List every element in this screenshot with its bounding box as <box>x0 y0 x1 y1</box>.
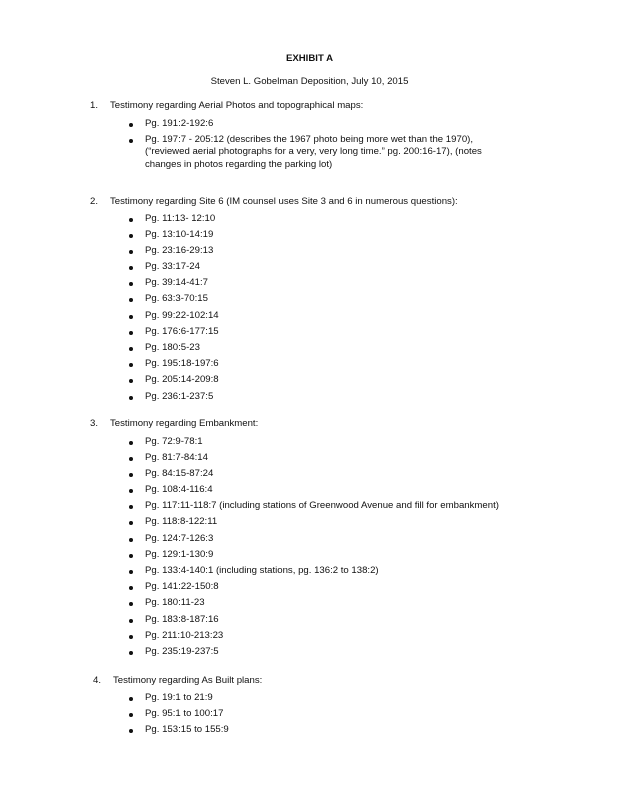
section-heading <box>90 196 590 208</box>
section-heading <box>93 675 593 687</box>
section-site-6 <box>90 196 590 407</box>
section-heading-text: Testimony regarding Site 6 (IM counsel uses Site 3 and 6 in numerous questions): <box>110 196 458 207</box>
list-item: Pg. 195:18-197:6 <box>129 358 590 374</box>
exhibit-title: EXHIBIT A <box>285 53 334 64</box>
bullet-icon <box>129 697 133 701</box>
bullet-list <box>129 436 590 663</box>
list-item: Pg. 191:2-192:6 <box>129 118 590 134</box>
list-item: Pg. 39:14-41:7 <box>129 277 590 293</box>
bullet-icon <box>129 266 133 270</box>
bullet-icon <box>129 651 133 655</box>
bullet-icon <box>129 473 133 477</box>
list-item: Pg. 63:3-70:15 <box>129 293 590 309</box>
bullet-list <box>129 213 590 407</box>
bullet-icon <box>129 315 133 319</box>
bullet-list <box>129 692 593 741</box>
list-item: Pg. 13:10-14:19 <box>129 229 590 245</box>
bullet-icon <box>129 538 133 542</box>
bullet-icon <box>129 570 133 574</box>
list-item: Pg. 197:7 - 205:12 (describes the 1967 photo being more wet than the 1970), (“reviewed aerial photographs for a very, very long time.” pg. 200:16-17), (notes changes in photos regarding the parking lot) <box>129 134 590 171</box>
bullet-icon <box>129 396 133 400</box>
bullet-icon <box>129 250 133 254</box>
list-item: Pg. 183:8-187:16 <box>129 614 590 630</box>
list-item: Pg. 180:11-23 <box>129 597 590 613</box>
list-item: Pg. 141:22-150:8 <box>129 581 590 597</box>
section-number: 4. <box>93 675 102 686</box>
list-item: Pg. 235:19-237:5 <box>129 646 590 662</box>
bullet-icon <box>129 347 133 351</box>
bullet-icon <box>129 521 133 525</box>
bullet-icon <box>129 218 133 222</box>
bullet-icon <box>129 489 133 493</box>
section-aerial-photos <box>90 100 590 171</box>
list-item: Pg. 176:6-177:15 <box>129 326 590 342</box>
bullet-icon <box>129 635 133 639</box>
section-heading-text: Testimony regarding Embankment: <box>110 418 259 429</box>
bullet-icon <box>129 298 133 302</box>
list-item: Pg. 84:15-87:24 <box>129 468 590 484</box>
bullet-icon <box>129 331 133 335</box>
list-item: Pg. 99:22-102:14 <box>129 310 590 326</box>
bullet-icon <box>129 139 133 143</box>
section-heading-text: Testimony regarding As Built plans: <box>113 675 263 686</box>
bullet-icon <box>129 729 133 733</box>
bullet-icon <box>129 234 133 238</box>
deposition-subtitle: Steven L. Gobelman Deposition, July 10, 2015 <box>210 76 409 87</box>
list-item: Pg. 95:1 to 100:17 <box>129 708 593 724</box>
section-heading-text: Testimony regarding Aerial Photos and topographical maps: <box>110 100 364 111</box>
list-item: Pg. 117:11-118:7 (including stations of Greenwood Avenue and fill for embankment) <box>129 500 590 516</box>
bullet-icon <box>129 505 133 509</box>
section-number: 2. <box>90 196 99 207</box>
section-as-built-plans <box>93 675 593 740</box>
bullet-icon <box>129 619 133 623</box>
bullet-icon <box>129 123 133 127</box>
section-embankment <box>90 418 590 662</box>
bullet-icon <box>129 282 133 286</box>
list-item: Pg. 133:4-140:1 (including stations, pg. 136:2 to 138:2) <box>129 565 590 581</box>
list-item: Pg. 180:5-23 <box>129 342 590 358</box>
list-item: Pg. 236:1-237:5 <box>129 391 590 407</box>
section-heading <box>90 100 590 112</box>
list-item: Pg. 108:4-116:4 <box>129 484 590 500</box>
list-item: Pg. 11:13- 12:10 <box>129 213 590 229</box>
list-item: Pg. 33:17-24 <box>129 261 590 277</box>
bullet-list <box>129 118 590 172</box>
list-item: Pg. 81:7-84:14 <box>129 452 590 468</box>
bullet-icon <box>129 713 133 717</box>
list-item: Pg. 153:15 to 155:9 <box>129 724 593 740</box>
list-item: Pg. 205:14-209:8 <box>129 374 590 390</box>
bullet-icon <box>129 602 133 606</box>
bullet-icon <box>129 457 133 461</box>
list-item: Pg. 72:9-78:1 <box>129 436 590 452</box>
bullet-icon <box>129 586 133 590</box>
section-number: 3. <box>90 418 99 429</box>
list-item: Pg. 211:10-213:23 <box>129 630 590 646</box>
bullet-icon <box>129 379 133 383</box>
list-item: Pg. 129:1-130:9 <box>129 549 590 565</box>
section-heading <box>90 418 590 430</box>
bullet-icon <box>129 554 133 558</box>
bullet-icon <box>129 363 133 367</box>
list-item: Pg. 118:8-122:11 <box>129 516 590 532</box>
list-item: Pg. 124:7-126:3 <box>129 533 590 549</box>
bullet-icon <box>129 441 133 445</box>
section-number: 1. <box>90 100 99 111</box>
list-item: Pg. 23:16-29:13 <box>129 245 590 261</box>
list-item: Pg. 19:1 to 21:9 <box>129 692 593 708</box>
